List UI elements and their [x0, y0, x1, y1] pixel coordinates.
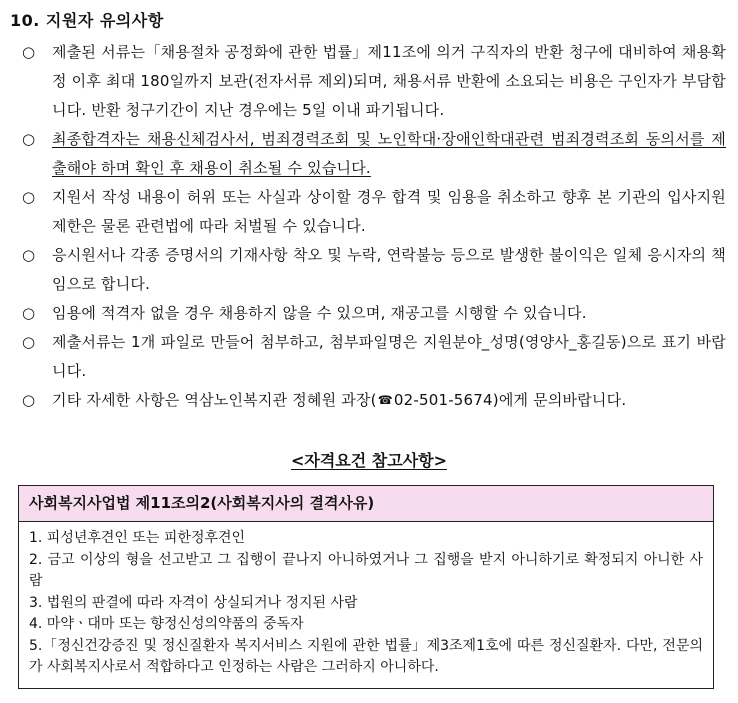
- notice-text: 제출서류는 1개 파일로 만들어 첨부하고, 첨부파일명은 지원분야_성명(영양사_홍길동)으로 표기 바랍니다.: [52, 333, 726, 380]
- circle-bullet-icon: ○: [22, 246, 36, 264]
- circle-bullet-icon: ○: [22, 188, 36, 206]
- circle-bullet-icon: ○: [22, 43, 36, 61]
- circle-bullet-icon: ○: [22, 333, 36, 351]
- notice-item-false-info: [22, 183, 726, 241]
- notice-item-no-qualified: [22, 299, 726, 328]
- section-title: 10. 지원자 유의사항: [10, 11, 164, 30]
- disqualification-box-title: 사회복지사업법 제11조의2(사회복지사의 결격사유): [19, 486, 713, 522]
- notice-item-file-naming: [22, 328, 726, 386]
- disqualification-list: [19, 522, 713, 679]
- circle-bullet-icon: ○: [22, 130, 36, 148]
- circle-bullet-icon: ○: [22, 391, 36, 409]
- list-item: 4. 마약ㆍ대마 또는 향정신성의약품의 중독자: [29, 616, 304, 632]
- notice-text-after: 02-501-5674)에게 문의바랍니다.: [393, 391, 627, 409]
- list-item: 3. 법원의 판결에 따라 자격이 상실되거나 정지된 사람: [29, 594, 358, 611]
- notice-text: 지원서 작성 내용이 허위 또는 사실과 상이할 경우 합격 및 임용을 취소하고 향후 본 기관의 입사지원 제한은 물론 관련법에 따라 처벌될 수 있습니다.: [52, 188, 726, 235]
- notice-text: 제출된 서류는「채용절차 공정화에 관한 법률」제11조에 의거 구직자의 반환 청구에 대비하여 채용확정 이후 최대 180일까지 보관(전자서류 제외)되며, 채용서류 반환에 소요되는 비용은 구인자가 부담합니다. 반환 청구기간이 지난 경우에는 5일 이내 파기됩니다.: [52, 43, 726, 119]
- notice-list: [22, 38, 726, 415]
- reference-heading: <자격요건 참고사항>: [290, 451, 448, 470]
- notice-text: 임용에 적격자 없을 경우 채용하지 않을 수 있으며, 재공고를 시행할 수 있습니다.: [52, 304, 587, 322]
- list-item: 5.「정신건강증진 및 정신질환자 복지서비스 지원에 관한 법률」제3조제1호에 따른 정신질환자. 다만, 전문의가 사회복지사로서 적합하다고 인정하는 사람은 그러하지 아니하다.: [29, 637, 703, 675]
- notice-text: 응시원서나 각종 증명서의 기재사항 착오 및 누락, 연락불능 등으로 발생한 불이익은 일체 응시자의 책임으로 합니다.: [52, 246, 726, 293]
- notice-item-applicant-responsibility: [22, 241, 726, 299]
- disqualification-box: [18, 485, 714, 689]
- list-item: 1. 피성년후견인 또는 피한정후견인: [29, 530, 246, 546]
- notice-item-final-documents: [22, 125, 726, 183]
- circle-bullet-icon: ○: [22, 304, 36, 322]
- notice-text-before: 기타 자세한 사항은 역삼노인복지관 정혜원 과장(: [52, 391, 377, 409]
- notice-text: 최종합격자는 채용신체검사서, 범죄경력조회 및 노인학대·장애인학대관련 범죄경력조회 동의서를 제출해야 하며 확인 후 채용이 취소될 수 있습니다.: [52, 130, 726, 177]
- notice-item-contact: [22, 386, 726, 415]
- notice-item-retention: [22, 38, 726, 125]
- phone-icon: ☎: [377, 393, 393, 407]
- list-item: 2. 금고 이상의 형을 선고받고 그 집행이 끝나지 아니하였거나 그 집행을 받지 아니하기로 확정되지 아니한 사람: [29, 551, 703, 589]
